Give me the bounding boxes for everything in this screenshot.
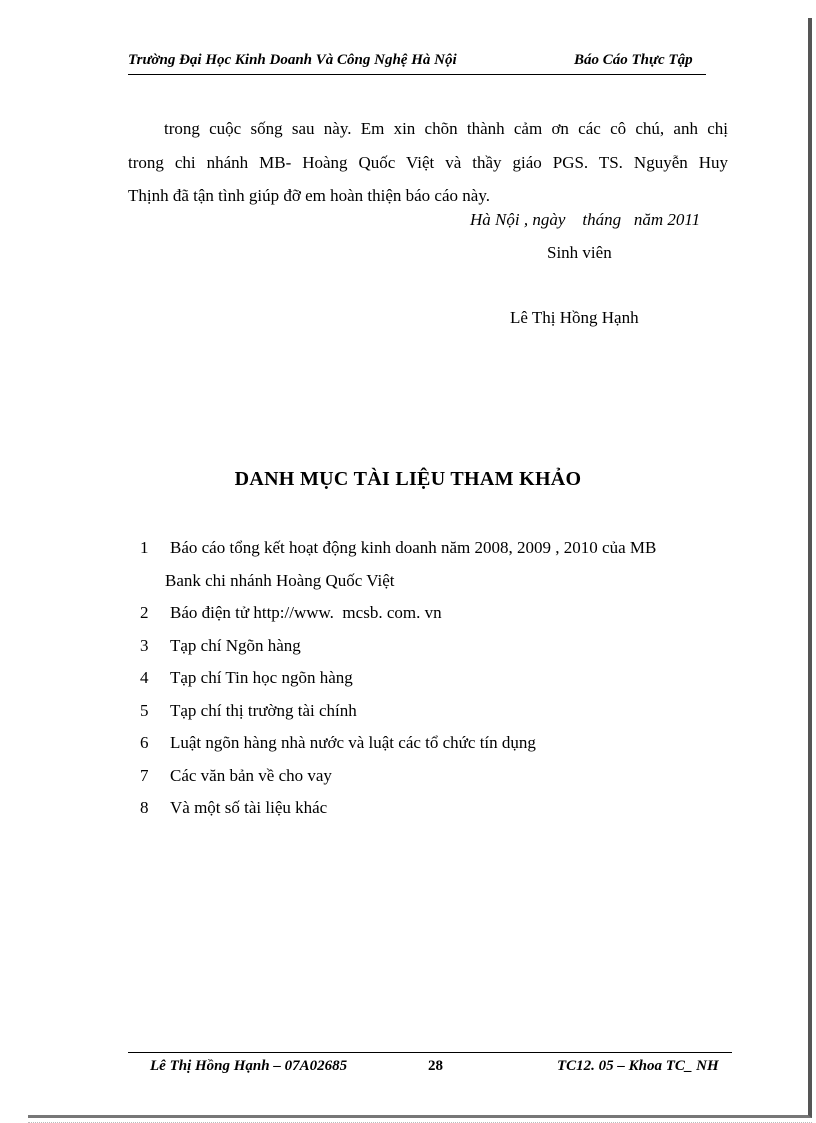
paragraph-line-3: Thịnh đã tận tình giúp đỡ em hoàn thiện báo cáo này.	[128, 186, 490, 205]
signer-role: Sinh viên	[547, 243, 612, 262]
reference-number: 5	[140, 700, 149, 720]
paragraph-line-1: trong cuộc sống sau này. Em xin chõn thành cảm ơn các cô chú, anh chị	[164, 119, 728, 138]
reference-text: Báo điện tử http://www. mcsb. com. vn	[170, 603, 442, 622]
header-doc-type: Báo Cáo Thực Tập	[574, 52, 693, 68]
paragraph-line-2: trong chi nhánh MB- Hoàng Quốc Việt và thầy giáo PGS. TS. Nguyễn Huy	[128, 152, 728, 172]
reference-number: 8	[140, 798, 149, 817]
reference-text: Báo cáo tổng kết hoạt động kinh doanh năm 2008, 2009 , 2010 của MB	[170, 538, 657, 557]
reference-number: 1	[140, 538, 149, 557]
reference-number: 4	[140, 668, 149, 687]
signature-date: Hà Nội , ngày tháng năm 2011	[470, 210, 701, 229]
reference-number: 7	[140, 765, 149, 785]
reference-item	[128, 662, 728, 695]
reference-number: 2	[140, 603, 149, 622]
footer-rule	[128, 1052, 732, 1053]
page-header	[128, 50, 706, 75]
reference-item	[128, 630, 728, 663]
reference-item	[128, 695, 728, 728]
reference-text: Các văn bản về cho vay	[170, 765, 332, 785]
references-list	[128, 532, 728, 825]
footer-class-info: TC12. 05 – Khoa TC_ NH	[557, 1058, 719, 1074]
references-title: DANH MỤC TÀI LIỆU THAM KHẢO	[234, 468, 582, 490]
reference-text: Và một số tài liệu khác	[170, 798, 328, 817]
reference-item	[128, 597, 728, 630]
reference-item	[128, 792, 728, 825]
reference-item	[128, 727, 728, 760]
reference-text-continued: Bank chi nhánh Hoàng Quốc Việt	[165, 570, 395, 590]
page-number: 28	[428, 1058, 443, 1074]
closing-paragraph	[128, 112, 728, 213]
header-school: Trường Đại Học Kinh Doanh Và Công Nghệ Hà Nội	[128, 52, 457, 68]
reference-item	[128, 760, 728, 793]
reference-item	[128, 532, 728, 597]
reference-text: Tạp chí thị trường tài chính	[170, 700, 357, 720]
reference-number: 3	[140, 635, 149, 655]
reference-number: 6	[140, 733, 149, 752]
reference-text: Tạp chí Tin học ngõn hàng	[170, 668, 353, 687]
signer-name: Lê Thị Hồng Hạnh	[510, 308, 639, 327]
reference-text: Luật ngõn hàng nhà nước và luật các tổ chức tín dụng	[170, 733, 536, 752]
reference-text: Tạp chí Ngõn hàng	[170, 635, 301, 655]
footer-author: Lê Thị Hồng Hạnh – 07A02685	[150, 1058, 348, 1074]
